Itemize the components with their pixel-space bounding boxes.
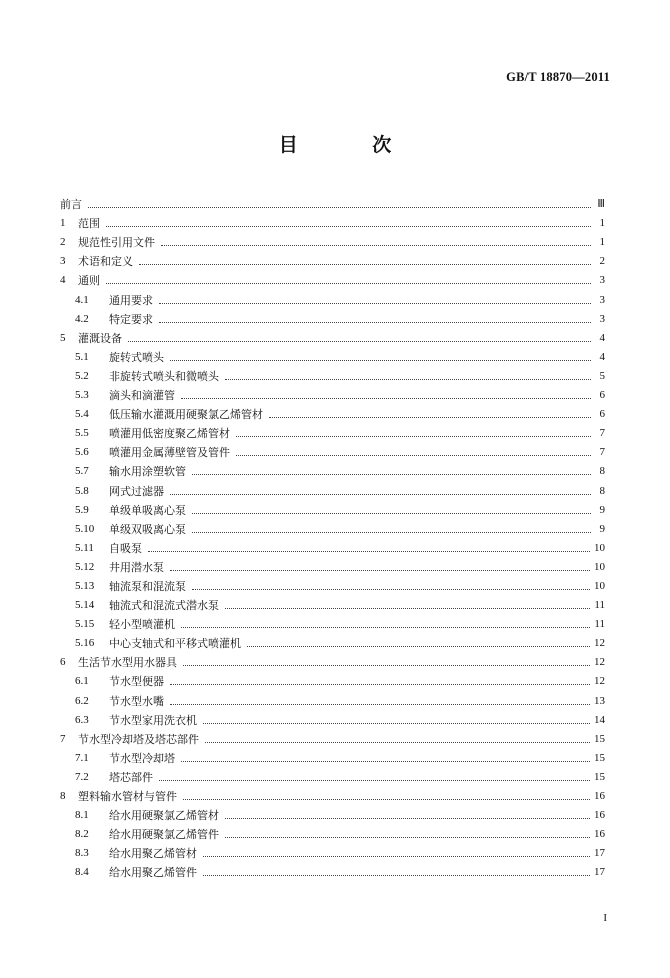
toc-entry[interactable]: [60, 860, 605, 879]
toc-entry-number: 8.2: [75, 828, 89, 841]
toc-entry-label: 节水型冷却塔及塔芯部件: [78, 732, 199, 746]
toc-dot-leader: [159, 780, 590, 781]
toc-entry[interactable]: [60, 708, 605, 727]
toc-entry-number: 1: [60, 217, 66, 230]
toc-entry-page: 12: [594, 675, 605, 688]
toc-entry[interactable]: [60, 402, 605, 421]
toc-dot-leader: [159, 303, 591, 304]
toc-dot-leader: [139, 264, 591, 265]
toc-entry[interactable]: [60, 249, 605, 268]
toc-entry-page: 7: [599, 446, 605, 459]
toc-entry[interactable]: [60, 536, 605, 555]
toc-entry-number: 4.2: [75, 312, 89, 325]
toc-dot-leader: [192, 474, 591, 475]
toc-entry[interactable]: [60, 688, 605, 707]
toc-entry-label: 范围: [78, 217, 100, 231]
toc-entry[interactable]: [60, 669, 605, 688]
toc-entry-label: 低压输水灌溉用硬聚氯乙烯管材: [109, 408, 263, 422]
toc-entry-page: 7: [599, 427, 605, 440]
toc-entry-page: 10: [594, 560, 605, 573]
toc-entry-page: 8: [599, 465, 605, 478]
toc-dot-leader: [170, 684, 590, 685]
toc-entry-number: 5: [60, 331, 66, 344]
toc-entry-number: 8.3: [75, 847, 89, 860]
toc-entry[interactable]: [60, 593, 605, 612]
toc-entry-label: 节水型冷却塔: [109, 751, 175, 765]
toc-entry-label: 塑料输水管材与管件: [78, 790, 177, 803]
toc-entry-number: 5.6: [75, 446, 89, 459]
toc-entry-number: 5.16: [75, 637, 95, 650]
toc-entry[interactable]: [60, 478, 605, 497]
toc-entry-number: 5.11: [75, 541, 94, 554]
toc-entry-label: 通则: [78, 274, 100, 288]
toc-entry-number: 5.9: [75, 503, 89, 516]
toc-dot-leader: [181, 398, 591, 399]
toc-entry[interactable]: [60, 440, 605, 459]
toc-entry-page: 11: [594, 618, 605, 631]
toc-entry-label: 通用要求: [109, 293, 153, 307]
toc-entry-number: 5.8: [75, 484, 89, 497]
toc-dot-leader: [236, 455, 591, 456]
page-number: I: [603, 912, 607, 924]
toc-entry-number: 5.1: [75, 350, 89, 363]
toc-entry-label: 节水型便器: [109, 675, 164, 689]
toc-entry-page: 15: [594, 770, 605, 783]
toc-entry-number: 4: [60, 274, 66, 287]
toc-entry-page: 4: [599, 350, 605, 363]
toc-entry[interactable]: [60, 841, 605, 860]
toc-entry-page: 16: [594, 828, 605, 841]
toc-entry-page: 10: [594, 579, 605, 592]
toc-entry[interactable]: [60, 822, 605, 841]
toc-entry[interactable]: [60, 555, 605, 574]
toc-entry[interactable]: [60, 230, 605, 249]
toc-entry[interactable]: [60, 459, 605, 478]
toc-entry-label: 给水用聚乙烯管材: [109, 847, 197, 861]
toc-dot-leader: [225, 818, 590, 819]
toc-entry-page: 16: [594, 790, 605, 802]
toc-entry[interactable]: [60, 612, 605, 631]
toc-entry-label: 前言: [60, 198, 82, 212]
toc-entry-label: 给水用聚乙烯管件: [109, 866, 197, 880]
toc-entry[interactable]: [60, 803, 605, 822]
toc-entry-number: 8: [60, 790, 66, 802]
toc-entry-label: 输水用涂塑软管: [109, 465, 186, 479]
toc-entry[interactable]: [60, 268, 605, 287]
toc-entry-page: 8: [599, 484, 605, 497]
toc-entry-page: 5: [599, 369, 605, 382]
toc-entry-label: 喷灌用金属薄壁管及管件: [109, 446, 230, 460]
toc-entry[interactable]: [60, 421, 605, 440]
toc-dot-leader: [205, 742, 590, 743]
toc-dot-leader: [159, 322, 591, 323]
toc-entry-number: 7.2: [75, 770, 89, 783]
toc-entry-number: 5.15: [75, 618, 95, 631]
toc-entry-number: 6.1: [75, 675, 89, 688]
toc-entry-label: 规范性引用文件: [78, 236, 155, 250]
toc-entry-label: 轻小型喷灌机: [109, 618, 175, 632]
toc-entry[interactable]: [60, 345, 605, 364]
toc-entry-page: 10: [594, 541, 605, 554]
toc-entry[interactable]: [60, 631, 605, 650]
toc-entry-page: 14: [594, 713, 605, 726]
toc-entry-page: 3: [599, 274, 605, 287]
toc-entry-page: 13: [594, 694, 605, 707]
toc-entry[interactable]: [60, 192, 605, 211]
toc-entry-label: 给水用硬聚氯乙烯管件: [109, 828, 219, 842]
toc-entry[interactable]: [60, 517, 605, 536]
toc-dot-leader: [225, 379, 591, 380]
toc-entry[interactable]: [60, 574, 605, 593]
toc-entry-number: 4.1: [75, 293, 89, 306]
toc-dot-leader: [192, 589, 590, 590]
table-of-contents: [60, 192, 605, 879]
toc-dot-leader: [106, 226, 591, 227]
toc-dot-leader: [236, 436, 591, 437]
toc-dot-leader: [183, 799, 590, 800]
toc-entry-label: 单级双吸离心泵: [109, 522, 186, 536]
toc-entry-page: 15: [594, 732, 605, 745]
toc-entry-label: 井用潜水泵: [109, 560, 164, 574]
toc-dot-leader: [170, 360, 591, 361]
toc-entry[interactable]: [60, 784, 605, 803]
toc-entry-number: 5.2: [75, 369, 89, 382]
toc-entry[interactable]: [60, 746, 605, 765]
toc-entry[interactable]: [60, 727, 605, 746]
toc-dot-leader: [203, 723, 590, 724]
toc-entry-page: 15: [594, 751, 605, 764]
toc-entry-page: 9: [599, 503, 605, 516]
toc-entry-number: 5.10: [75, 522, 95, 535]
toc-entry-number: 6.2: [75, 694, 89, 707]
toc-entry-number: 5.12: [75, 560, 95, 573]
toc-dot-leader: [192, 513, 591, 514]
toc-dot-leader: [170, 570, 590, 571]
toc-entry-label: 给水用硬聚氯乙烯管材: [109, 809, 219, 823]
toc-entry-number: 7: [60, 732, 66, 745]
toc-entry-page: 6: [599, 408, 605, 421]
toc-entry[interactable]: [60, 765, 605, 784]
toc-entry-label: 灌溉设备: [78, 331, 122, 345]
toc-dot-leader: [106, 283, 591, 284]
toc-entry-label: 滴头和滴灌管: [109, 389, 175, 403]
toc-entry-label: 特定要求: [109, 312, 153, 326]
toc-entry-label: 旋转式喷头: [109, 350, 164, 364]
toc-entry-label: 喷灌用低密度聚乙烯管材: [109, 427, 230, 441]
toc-entry-page: 3: [599, 312, 605, 325]
toc-entry-page: 11: [594, 599, 605, 612]
toc-entry-number: 6.3: [75, 713, 89, 726]
toc-entry-number: 5.14: [75, 599, 95, 612]
toc-entry[interactable]: [60, 307, 605, 326]
toc-entry-number: 8.4: [75, 866, 89, 879]
toc-entry-number: 2: [60, 236, 66, 249]
toc-entry-page: 2: [599, 255, 605, 268]
toc-entry-number: 6: [60, 656, 66, 669]
toc-entry-page: 1: [599, 236, 605, 249]
toc-entry[interactable]: [60, 326, 605, 345]
toc-entry[interactable]: [60, 211, 605, 230]
toc-dot-leader: [170, 704, 590, 705]
toc-dot-leader: [269, 417, 591, 418]
toc-dot-leader: [225, 608, 590, 609]
toc-entry-number: 8.1: [75, 809, 89, 822]
toc-entry-page: Ⅲ: [597, 198, 605, 211]
toc-entry-label: 塔芯部件: [109, 770, 153, 784]
toc-dot-leader: [88, 207, 591, 208]
toc-entry-page: 6: [599, 389, 605, 402]
toc-entry-number: 7.1: [75, 751, 89, 764]
toc-entry-label: 生活节水型用水器具: [78, 656, 177, 670]
toc-entry-page: 17: [594, 847, 605, 860]
toc-entry-label: 节水型家用洗衣机: [109, 713, 197, 727]
toc-dot-leader: [170, 494, 591, 495]
toc-entry-page: 1: [599, 217, 605, 230]
toc-entry-page: 12: [594, 637, 605, 650]
toc-entry-page: 4: [599, 331, 605, 344]
toc-entry-number: 5.13: [75, 579, 95, 592]
toc-entry-number: 5.4: [75, 408, 89, 421]
toc-dot-leader: [203, 875, 590, 876]
toc-entry-page: 9: [599, 522, 605, 535]
toc-entry-label: 轴流式和混流式潜水泵: [109, 599, 219, 613]
toc-entry-number: 5.7: [75, 465, 89, 478]
toc-entry[interactable]: [60, 498, 605, 517]
toc-entry-label: 非旋转式喷头和微喷头: [109, 369, 219, 383]
toc-entry-page: 17: [594, 866, 605, 879]
toc-dot-leader: [161, 245, 591, 246]
toc-entry-label: 中心支轴式和平移式喷灌机: [109, 637, 241, 651]
toc-entry-label: 自吸泵: [109, 541, 142, 555]
toc-dot-leader: [192, 532, 591, 533]
standard-code: GB/T 18870—2011: [506, 70, 610, 84]
toc-dot-leader: [183, 665, 590, 666]
toc-entry-number: 5.3: [75, 389, 89, 402]
toc-dot-leader: [225, 837, 590, 838]
toc-dot-leader: [247, 646, 590, 647]
toc-dot-leader: [128, 341, 591, 342]
toc-dot-leader: [148, 551, 590, 552]
toc-dot-leader: [181, 761, 590, 762]
toc-entry[interactable]: [60, 364, 605, 383]
toc-entry-page: 3: [599, 293, 605, 306]
toc-entry[interactable]: [60, 383, 605, 402]
page-title: 目 次: [278, 134, 426, 156]
toc-entry-label: 单级单吸离心泵: [109, 503, 186, 517]
toc-entry[interactable]: [60, 287, 605, 306]
toc-entry-number: 5.5: [75, 427, 89, 440]
toc-entry-page: 12: [594, 656, 605, 669]
toc-entry-label: 节水型水嘴: [109, 694, 164, 708]
toc-entry-label: 术语和定义: [78, 255, 133, 269]
toc-dot-leader: [181, 627, 590, 628]
toc-entry-page: 16: [594, 809, 605, 822]
toc-entry[interactable]: [60, 650, 605, 669]
toc-entry-label: 轴流泵和混流泵: [109, 579, 186, 593]
toc-dot-leader: [203, 856, 590, 857]
toc-entry-number: 3: [60, 255, 66, 268]
toc-entry-label: 网式过滤器: [109, 484, 164, 498]
